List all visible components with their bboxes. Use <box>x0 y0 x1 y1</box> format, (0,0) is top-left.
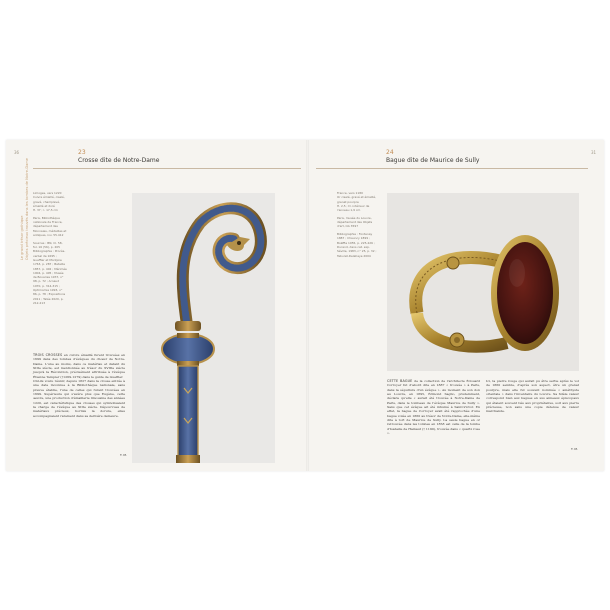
entry-title-right: Bague dite de Maurice de Sully <box>386 157 480 164</box>
notice-right-2: Paris, musée du Louvre, département des Objets d'art, OA 3597 <box>337 215 373 229</box>
body-text-right-col2 <box>486 379 579 414</box>
body-left-lead: TROIS CROSSES <box>33 353 63 357</box>
body-right-p2 <box>486 379 579 414</box>
body-right-lead: CETTE BAGUE <box>387 379 413 383</box>
ring-photo <box>387 193 579 371</box>
notice-left-3: Sources : BN, Cl. 58, fol. 16 (56), p. 205 Bibliographie : Procès-verbal de 1695 ; Gueffier et Montjoie 1763, p. 287 ; Bataille 1857, p. 402 ; Mérimée 1904, p. 405 ; Musée de Bovaries 1937, n° 98, p. 72 ; Arnaud 1970, p. 314-315 ; Optimomia 1993, n° 86, p. 78 ; Expositions 2011 ; Taïée 2020, p. 212-213 <box>33 240 67 305</box>
body-left-text-1: en cuivre émaillé furent trouvées en 1699 dans des tombes d'évêques du chœur de Notre-Dame. L'une au moins, dans ce matériau et datant du XIIIe siècle, est mentionnée au trésor du XVIIIe siècle jusqu'à la Révolution, précisément attribuée à l'évêque Étienne Tempier (†1269-1279) dans le guide de Gueffier. <box>33 353 125 379</box>
body-text-left <box>33 353 125 418</box>
body-right-text-2: Ici, la pierre rouge qui aurait pu être sertie après le vol de 1860 semble, d'après son aspect, être un grenat pourpre, mais elle fut souvent nommée « améthyste orientale » dans l'inventaire du Louvre. Sa fidèle valeur correspond bien aux bagues en sus anneaux épiscopaux qui étaient souvent liés aux propriétaires, soit aux pierre précieuse, non sans une copie détenue de valeur marchande. <box>486 379 579 414</box>
title-rule-left <box>33 168 301 169</box>
crozier-photo <box>132 193 275 463</box>
running-head-line-1: Le grand trésor gothique <box>20 215 24 261</box>
book-gutter <box>306 140 309 471</box>
entry-title-left: Crosse dite de Notre-Dame <box>78 157 160 164</box>
catalogue-notice-left <box>33 191 67 309</box>
body-right-p1 <box>387 379 480 435</box>
catalogue-notice-right <box>337 191 377 261</box>
body-left-p1 <box>33 353 125 379</box>
notice-right-3: Bibliographie : Fontenay 1887 ; Chauncy 1899 ; Boëffle 1955, p. 225-226 ; Durand, dans cat. exp. Séville, 1983, n° 25, p. 32 ; Taburet-Delahaye 2004 <box>337 232 377 258</box>
author-initials-left: T. M. <box>120 453 127 457</box>
body-left-text-2: Ont-ils voulu réunir, depuis 1827 dans la crosse entrée à une date inconnue à la Bibliothèque nationale, sans preuve établie, l'une de celles qui furent trouvées en 1699. Supérieure qui s'avère plus que Eugène, cette œuvre, une production d'émaillerie limousine des années 1220, est caractéristique des crosses qui symbolisaient la charge de l'évêque au XIIIe siècle. Dépourvues de matériaux précieux, hormis la dorure, elles accompagnaient rarement dans sa dernière demeure. <box>33 379 125 418</box>
title-rule-right <box>316 168 588 169</box>
notice-right-1: France, vers 1180 Or ciselé, gravé et émaillé, grenat pourpre H. 2,5 ; D. intérieur de l'anneau 1,9 cm <box>337 191 376 213</box>
running-head-line-2: Objets précieux trouvés dans les tombes de Notre-Dame <box>25 158 29 261</box>
book-spread <box>6 140 604 471</box>
right-folio: 31 <box>591 150 597 155</box>
body-text-right-col1 <box>387 379 480 435</box>
entry-number-left: 23 <box>78 149 86 156</box>
body-left-p2 <box>33 379 125 418</box>
body-right-text-1: de la collection de l'architecte Édouard Corroyer fut d'abord dite en 1887 « trouvée » à Paris, dans la sépulture d'un évêque ». Au moment de son don au Louvre, en 1895, Édmond Saglio, prudemment, déclara qu'elle « aurait été trouvée à Notre-Dame de Paris, dans le tombeau de l'évêque Maurice de Sully ». Sans que cet évêque ait été inhumé à Saint-Victor. En effet, la bague de Corroyer avait été rapprochée d'une bague volée en 1860 au trésor de Notre-Dame, elle-même dite à tort de Maurice de Sully. La seule bague en or retrouvée dans les tombes en 1858 est celle de la tombe d'Isabelle de Hainaut († 1190), trouvée dans « quartz rose ». <box>387 379 480 436</box>
left-folio: 36 <box>14 150 20 155</box>
entry-number-right: 24 <box>386 149 394 156</box>
author-initials-right: T. M. <box>571 447 578 451</box>
notice-left-1: Limoges, vers 1220 Cuivre émaillé, ciselé, gravé, champlevé, émaillé et doré H. 37 ; l. 17,5 cm <box>33 191 65 213</box>
running-head <box>20 158 30 260</box>
notice-left-2: Paris, Bibliothèque nationale de France, département des Monnaies, médailles et antiques, inv. 55.412 <box>33 215 67 238</box>
